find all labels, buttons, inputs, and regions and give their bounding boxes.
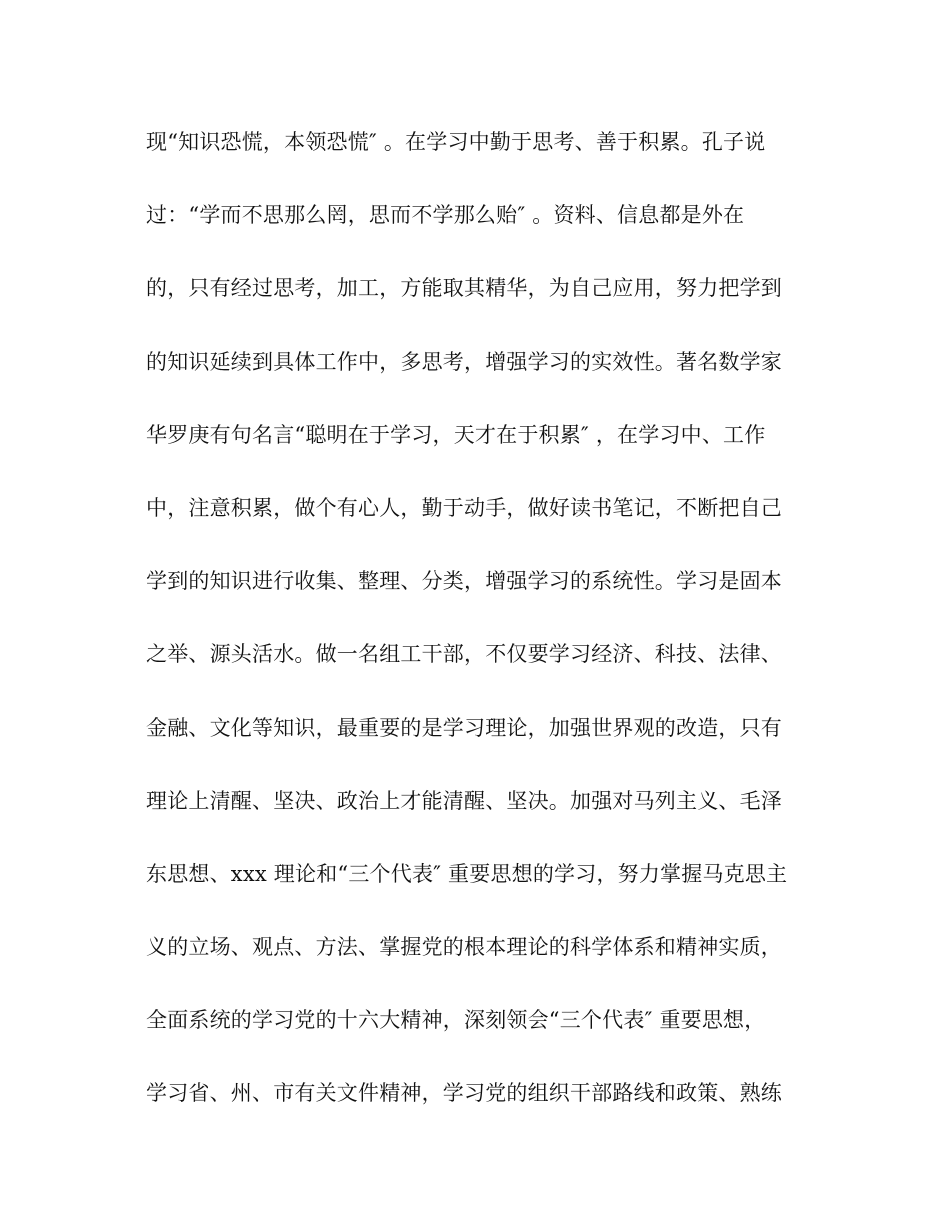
text-line-6: 中，注意积累，做个有心人，勤于动手，做好读书笔记，不断把自己: [146, 495, 782, 520]
text-line-2: 过：“学而不思那么罔，思而不学那么贻″ 。资料、信息都是外在: [146, 203, 745, 228]
text-line-1: 现“知识恐慌，本领恐慌″ 。在学习中勤于思考、善于积累。孔子说: [146, 130, 766, 154]
text-line-3: 的，只有经过思考，加工，方能取其精华，为自己应用，努力把学到: [146, 276, 782, 301]
text-line-10: 理论上清醒、坚决、政治上才能清醒、坚决。加强对马列主义、毛泽: [146, 788, 782, 813]
text-line-11: 东思想、xxx 理论和“三个代表″ 重要思想的学习，努力掌握马克思主: [146, 861, 788, 886]
text-line-4: 的知识延续到具体工作中，多思考，增强学习的实效性。著名数学家: [146, 349, 782, 374]
text-line-7: 学到的知识进行收集、整理、分类，增强学习的系统性。学习是固本: [146, 569, 782, 594]
text-line-5: 华罗庚有句名言“聪明在于学习，天才在于积累″ ，在学习中、工作: [146, 422, 766, 447]
text-line-14: 学习省、州、市有关文件精神，学习党的组织干部路线和政策、熟练: [146, 1081, 782, 1106]
text-line-13: 全面系统的学习党的十六大精神，深刻领会“三个代表″ 重要思想，: [146, 1008, 766, 1033]
text-line-8: 之举、源头活水。做一名组工干部，不仅要学习经济、科技、法律、: [146, 642, 782, 667]
document-text-body: [146, 124, 816, 1149]
text-line-9: 金融、文化等知识，最重要的是学习理论，加强世界观的改造，只有: [146, 715, 782, 740]
text-line-12: 义的立场、观点、方法、掌握党的根本理论的科学体系和精神实质，: [146, 935, 782, 960]
